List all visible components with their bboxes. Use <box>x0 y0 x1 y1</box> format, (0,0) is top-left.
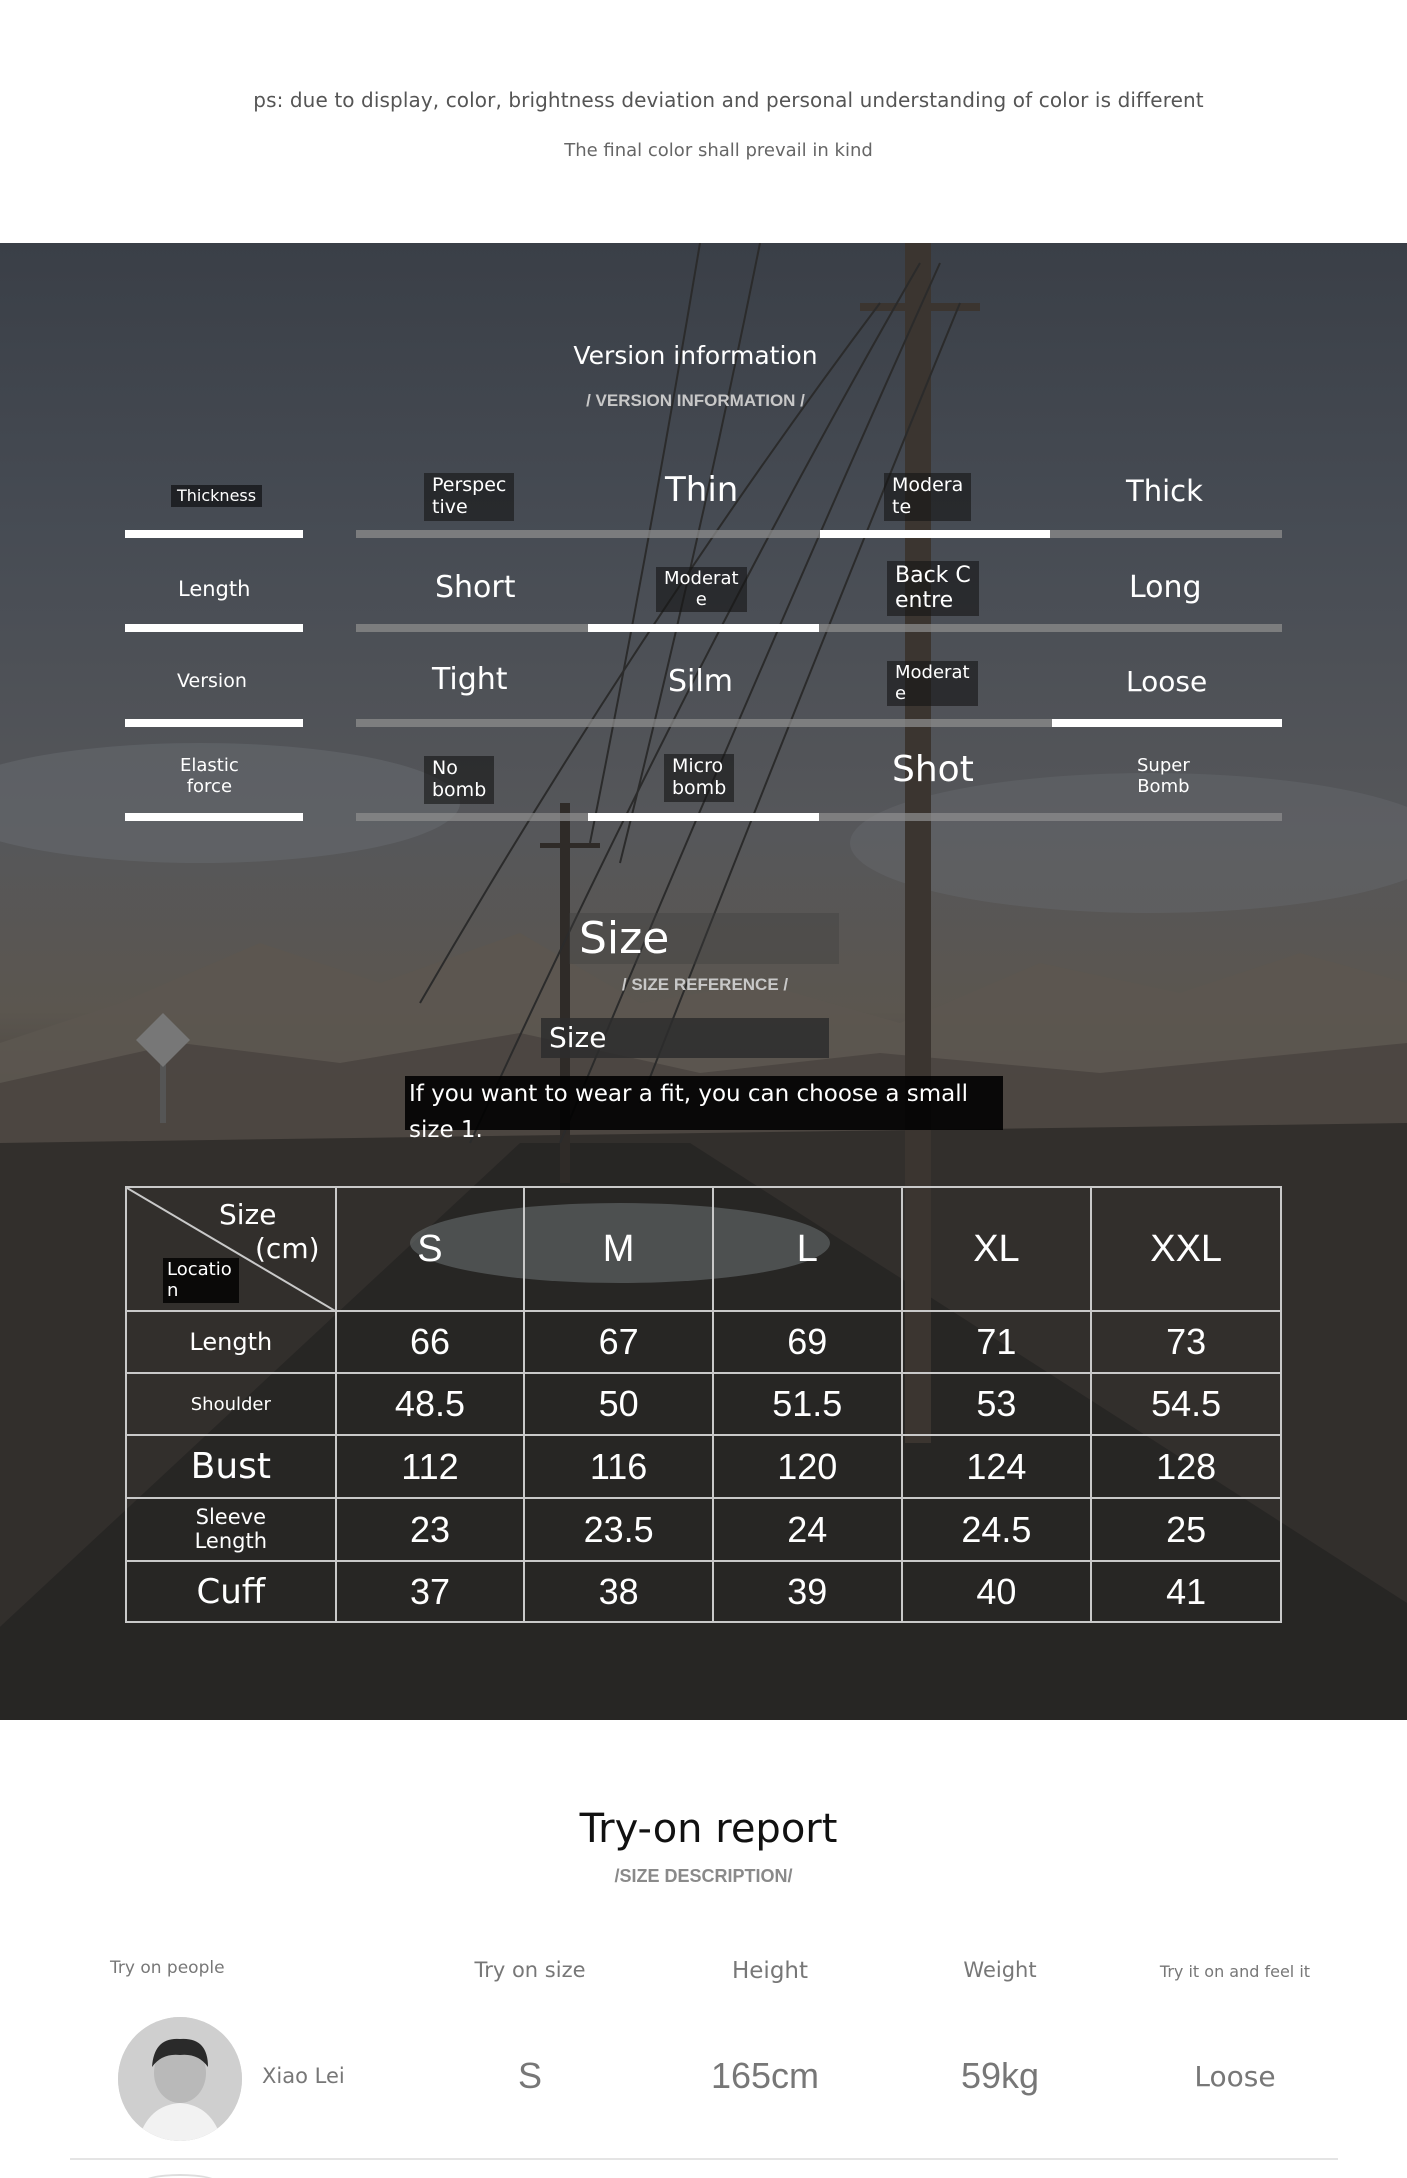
size-tag: Size <box>541 1018 829 1058</box>
table-cell: 50 <box>524 1373 713 1435</box>
table-cell: 124 <box>902 1435 1092 1498</box>
header-try-on-size: Try on size <box>474 1958 586 1982</box>
version-info-title: Version information <box>573 341 818 370</box>
avatar <box>118 2017 242 2141</box>
option-tight: Tight <box>432 662 508 697</box>
size-table-corner <box>126 1187 336 1311</box>
option-thick: Thick <box>1126 474 1203 508</box>
header-try-it-on-and-feel-it: Try it on and feel it <box>1159 1962 1311 1981</box>
size-reference-subtitle: / SIZE REFERENCE / <box>621 975 789 994</box>
scale-bar-thickness <box>356 530 1282 538</box>
person-size: S <box>517 2055 542 2096</box>
table-row <box>126 1435 1281 1498</box>
header-weight: Weight <box>963 1958 1037 1982</box>
table-cell: 120 <box>713 1435 902 1498</box>
table-row <box>126 1311 1281 1373</box>
person-feel: Loose <box>1194 2060 1276 2093</box>
table-cell: 40 <box>902 1561 1092 1622</box>
person-name: Xiao Lei <box>262 2064 345 2088</box>
corner-unit-label: (cm) <box>255 1232 320 1265</box>
row-label-bar-version <box>125 719 303 727</box>
size-col-s: S <box>336 1187 525 1311</box>
size-col-m: M <box>524 1187 713 1311</box>
option-super-bomb: Super Bomb <box>1137 755 1190 797</box>
option-micro-bomb: Micro bomb <box>664 754 734 802</box>
corner-location-label: Locatio n <box>163 1258 239 1303</box>
option-moderate-thickness: Modera te <box>884 473 971 521</box>
option-thin: Thin <box>665 470 739 510</box>
corner-size-label: Size <box>219 1198 277 1231</box>
option-short: Short <box>435 570 516 605</box>
option-loose: Loose <box>1126 665 1208 698</box>
location-sleeve-length: Sleeve Length <box>126 1498 336 1561</box>
row-divider <box>70 2158 1338 2160</box>
location-bust: Bust <box>126 1435 336 1498</box>
table-cell: 116 <box>524 1435 713 1498</box>
header-try-on-people: Try on people <box>110 1958 225 1978</box>
scale-bar-length <box>356 624 1282 632</box>
person-photo-icon <box>118 2017 242 2141</box>
table-cell: 37 <box>336 1561 525 1622</box>
table-cell: 73 <box>1091 1311 1281 1373</box>
selected-bar-length <box>588 624 819 632</box>
table-cell: 23.5 <box>524 1498 713 1561</box>
table-cell: 38 <box>524 1561 713 1622</box>
row-label-bar-elastic-force <box>125 813 303 821</box>
table-cell: 23 <box>336 1498 525 1561</box>
row-label-bar-thickness <box>125 530 303 538</box>
size-table-header-row <box>126 1187 1281 1311</box>
table-cell: 69 <box>713 1311 902 1373</box>
location-shoulder: Shoulder <box>126 1373 336 1435</box>
table-cell: 112 <box>336 1435 525 1498</box>
row-label-version: Version <box>177 670 247 692</box>
table-cell: 67 <box>524 1311 713 1373</box>
row-label-bar-length <box>125 624 303 632</box>
option-perspective: Perspec tive <box>424 473 514 521</box>
row-label-elastic-force: Elastic force <box>180 755 239 797</box>
table-cell: 48.5 <box>336 1373 525 1435</box>
table-cell: 53 <box>902 1373 1092 1435</box>
notice-line-1: ps: due to display, color, brightness deviation and personal understanding of color is different <box>253 88 1204 112</box>
table-row <box>126 1373 1281 1435</box>
tryon-subtitle: /SIZE DESCRIPTION/ <box>614 1866 793 1886</box>
table-cell: 71 <box>902 1311 1092 1373</box>
fit-hint: If you want to wear a fit, you can choose a small size 1. <box>405 1076 1003 1130</box>
tryon-title: Try-on report <box>579 1806 838 1852</box>
person-height: 165cm <box>710 2055 820 2096</box>
selected-bar-thickness <box>820 530 1050 538</box>
option-moderate-version: Moderat e <box>887 661 978 706</box>
option-long: Long <box>1129 570 1202 605</box>
option-shot: Shot <box>892 749 974 790</box>
selected-bar-version <box>1052 719 1282 727</box>
table-cell: 66 <box>336 1311 525 1373</box>
size-reference-title: Size <box>569 913 839 964</box>
next-avatar-edge <box>140 2174 220 2178</box>
person-weight: 59kg <box>960 2055 1040 2096</box>
option-no-bomb: No bomb <box>424 756 494 804</box>
option-silm: Silm <box>668 664 733 699</box>
location-length: Length <box>126 1311 336 1373</box>
row-label-thickness: Thickness <box>171 485 262 507</box>
option-back-centre: Back C entre <box>887 561 979 616</box>
table-cell: 24 <box>713 1498 902 1561</box>
table-cell: 51.5 <box>713 1373 902 1435</box>
table-row <box>126 1498 1281 1561</box>
selected-bar-elastic-force <box>588 813 819 821</box>
table-row <box>126 1561 1281 1622</box>
row-label-length: Length <box>178 577 251 601</box>
scale-bar-elastic-force <box>356 813 1282 821</box>
table-cell: 54.5 <box>1091 1373 1281 1435</box>
size-col-xl: XL <box>902 1187 1092 1311</box>
table-cell: 128 <box>1091 1435 1281 1498</box>
table-cell: 25 <box>1091 1498 1281 1561</box>
size-col-l: L <box>713 1187 902 1311</box>
version-info-subtitle: / VERSION INFORMATION / <box>586 391 805 410</box>
size-table <box>125 1186 1282 1623</box>
notice-line-2: The final color shall prevail in kind <box>564 140 873 161</box>
option-moderate-length: Moderat e <box>656 567 747 612</box>
table-cell: 41 <box>1091 1561 1281 1622</box>
size-col-xxl: XXL <box>1091 1187 1281 1311</box>
table-cell: 39 <box>713 1561 902 1622</box>
header-height: Height <box>731 1958 809 1984</box>
location-cuff: Cuff <box>126 1561 336 1622</box>
table-cell: 24.5 <box>902 1498 1092 1561</box>
